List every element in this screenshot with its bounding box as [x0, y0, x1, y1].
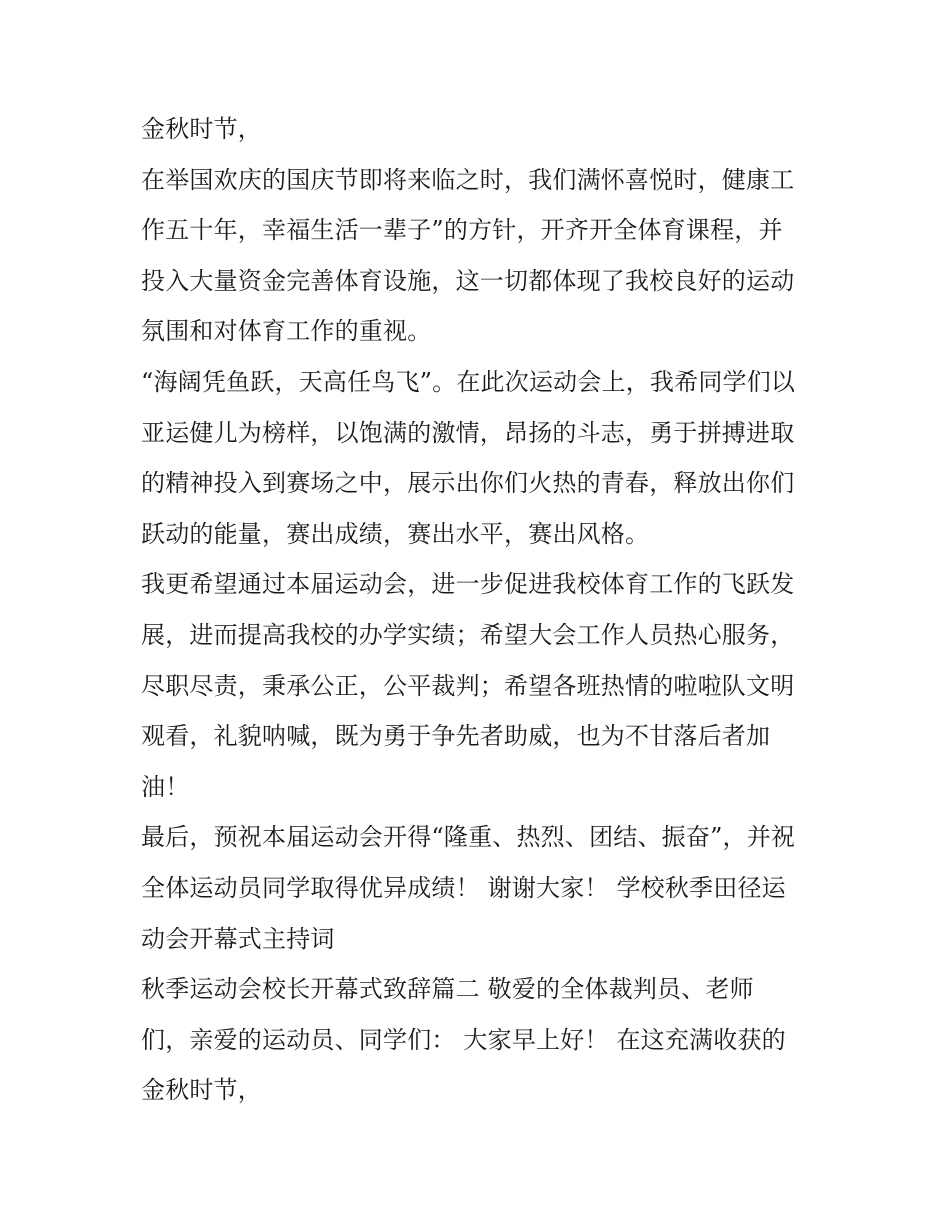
text-line: 氛围和对体育工作的重视。 — [141, 317, 432, 346]
text-line: 最后，预祝本届运动会开得“隆重、热烈、团结、振奋”，并祝 — [141, 823, 796, 852]
text-line: 我更希望通过本届运动会，进一步促进我校体育工作的飞跃发 — [141, 570, 795, 599]
text-line: 跃动的能量，赛出成绩，赛出水平，赛出风格。 — [141, 519, 650, 548]
document-body — [141, 104, 821, 1116]
text-line: 观看，礼貌呐喊，既为勇于争先者助威，也为不甘落后者加 — [141, 722, 771, 751]
text-line: 油！ — [141, 772, 190, 801]
text-line: 展，进而提高我校的办学实绩；希望大会工作人员热心服务， — [141, 620, 795, 649]
text-line: 在举国欢庆的国庆节即将来临之时，我们满怀喜悦时，健康工 — [141, 165, 795, 194]
text-line: 作五十年，幸福生活一辈子”的方针，开齐开全体育课程，并 — [141, 216, 783, 245]
text-line: 们，亲爱的运动员、同学们： 大家早上好！ 在这充满收获的 — [141, 1025, 786, 1054]
text-line: 亚运健儿为榜样，以饱满的激情，昂扬的斗志，勇于拼搏进取 — [141, 418, 795, 447]
text-line: 金秋时节， — [141, 115, 262, 143]
text-line: 的精神投入到赛场之中，展示出你们火热的青春，释放出你们 — [141, 469, 795, 498]
text-line: 全体运动员同学取得优异成绩！ 谢谢大家！ 学校秋季田径运 — [141, 873, 786, 902]
text-line: 金秋时节， — [141, 1076, 262, 1105]
text-line: 投入大量资金完善体育设施，这一切都体现了我校良好的运动 — [141, 266, 795, 295]
text-line: 动会开幕式主持词 — [141, 924, 335, 953]
text-line: 尽职尽责，秉承公正，公平裁判；希望各班热情的啦啦队文明 — [141, 671, 795, 700]
text-line: 秋季运动会校长开幕式致辞篇二 敬爱的全体裁判员、老师 — [141, 975, 754, 1004]
text-line: “海阔凭鱼跃，天高任鸟飞”。在此次运动会上，我希同学们以 — [141, 367, 796, 396]
